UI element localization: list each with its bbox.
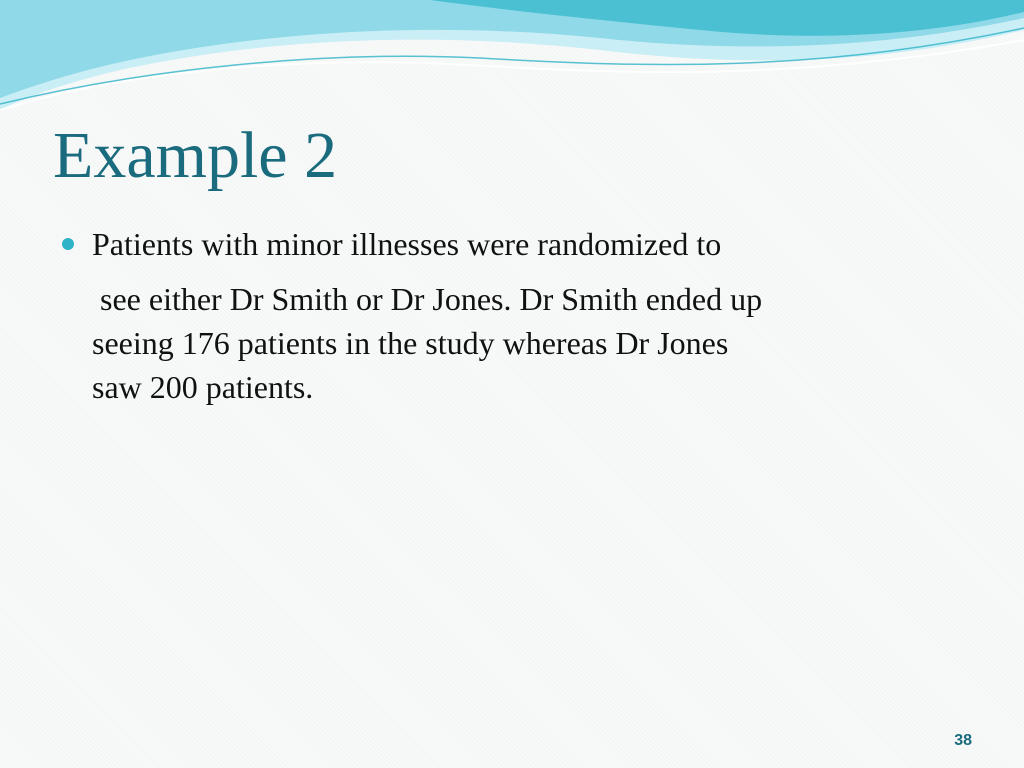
bullet-text-line-4: saw 200 patients. — [92, 369, 314, 405]
bullet-text-line-3: seeing 176 patients in the study whereas Dr Jones — [92, 325, 729, 361]
slide-title: Example 2 — [53, 119, 338, 192]
page-number: 38 — [954, 732, 972, 749]
bullet-continuation — [92, 277, 972, 409]
bullet-dot-icon — [62, 238, 74, 250]
bullet-text-line-2: see either Dr Smith or Dr Jones. Dr Smith ended up — [92, 281, 763, 317]
bullet-text-line-1: Patients with minor illnesses were randomized to — [92, 226, 722, 262]
header-wave-decoration — [0, 0, 1024, 130]
